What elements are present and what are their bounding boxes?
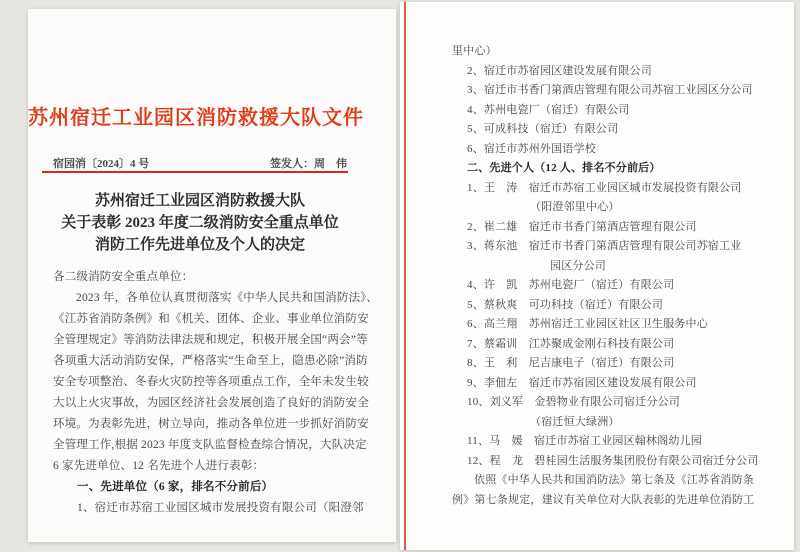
text-line: 2、宿迁市苏宿园区建设发展有限公司 <box>467 64 652 77</box>
text-line: 3、蒋东池 宿迁市书香门第酒店管理有限公司苏宿工业 <box>467 240 742 252</box>
text-line: 6、宿迁市苏州外国语学校 <box>467 142 596 155</box>
text-line: 安全专项整治、冬春火灾防控等各项重点工作，全年未发生较 <box>53 376 369 388</box>
doc-number: 宿园消〔2024〕4 号 <box>53 158 150 170</box>
text-line: 各二级消防安全重点单位： <box>53 271 194 283</box>
text-line: 8、王 利 尼吉康电子（宿迁）有限公司 <box>467 357 675 369</box>
text-line: 里中心） <box>452 45 497 57</box>
document-title <box>28 190 372 256</box>
text-line: 3、宿迁市书香门第酒店管理有限公司苏宿工业园区分公司 <box>467 84 753 96</box>
right-page-body <box>452 42 787 510</box>
text-line: 5、蔡秋爽 可功科技（宿迁）有限公司 <box>467 298 664 311</box>
text-line: 各项重大活动消防安保，严格落实“生命至上，隐患必除”消防 <box>53 355 368 367</box>
text-line: 6、高兰翔 苏州宿迁工业园区社区卫生服务中心 <box>467 318 708 330</box>
text-line: 4、许 凯 苏州电瓷厂（宿迁）有限公司 <box>467 279 675 291</box>
text-line: 1、王 涛 宿迁市苏宿工业园区城市发展投资有限公司 <box>467 181 742 194</box>
text-line: 4、苏州电瓷厂（宿迁）有限公司 <box>467 103 630 116</box>
text-line: 一、先进单位（6 家，排名不分前后） <box>77 481 274 493</box>
text-line: 园区分公司 <box>550 259 606 272</box>
doc-number-row <box>53 155 347 171</box>
document-title-line: 消防工作先进单位及个人的决定 <box>94 237 305 253</box>
red-separator-line <box>42 171 348 173</box>
document-title-line: 苏州宿迁工业园区消防救援大队 <box>94 193 305 209</box>
text-line: 5、可成科技（宿迁）有限公司 <box>467 123 619 135</box>
text-line: 7、蔡霜训 江苏聚成金刚石科技有限公司 <box>467 337 675 350</box>
document-title-line: 关于表彰 2023 年度二级消防安全重点单位 <box>61 215 339 231</box>
text-line: （阳澄邻里中心） <box>530 201 620 213</box>
text-line: 环境。为表彰先进，树立导向，推动各单位进一步抓好消防安 <box>53 418 369 430</box>
text-line: 依照《中华人民共和国消防法》第七条及《江苏省消防条 <box>474 474 754 486</box>
text-line: 6 家先进单位、12 名先进个人进行表彰： <box>53 460 265 472</box>
text-line: 9、李佃左 宿迁市苏宿园区建设发展有限公司 <box>467 376 697 389</box>
text-line: 《江苏省消防条例》和《机关、团体、企业、事业单位消防安 <box>53 313 369 325</box>
text-line: 全管理规定》等消防法律法规和规定，积极开展全国“两会”等 <box>53 334 368 346</box>
text-line: 10、刘义军 金碧物业有限公司宿迁分公司 <box>467 396 680 408</box>
red-margin-line <box>404 2 406 550</box>
text-line: 全管理工作,根据 2023 年度支队监督检查综合情况，大队决定 <box>53 439 367 451</box>
text-line: 大以上火灾事故，为园区经济社会发展创造了良好的消防安全 <box>53 397 369 409</box>
text-line: 12、程 龙 碧桂园生活服务集团股份有限公司宿迁分公司 <box>467 454 759 467</box>
right-page <box>400 2 794 550</box>
letterhead-title: 苏州宿迁工业园区消防救援大队文件 <box>28 107 364 129</box>
left-page <box>28 9 396 542</box>
signer: 签发人：周 伟 <box>270 158 347 170</box>
text-line: 2、崔二雄 宿迁市书香门第酒店管理有限公司 <box>467 220 697 233</box>
text-line: 1、宿迁市苏宿工业园区城市发展投资有限公司（阳澄邻 <box>77 502 364 514</box>
text-line: 例》第七条规定，建议有关单位对大队表彰的先进单位消防工 <box>452 493 755 506</box>
text-line: 11、马 媛 宿迁市苏宿工业园区翰林阁幼儿园 <box>467 435 702 447</box>
left-page-body <box>53 267 388 519</box>
text-line: （宿迁恒大绿洲） <box>530 415 620 428</box>
text-line: 二、先进个人（12 人、排名不分前后） <box>467 162 661 174</box>
text-line: 2023 年，各单位认真贯彻落实《中华人民共和国消防法》、 <box>76 292 378 304</box>
